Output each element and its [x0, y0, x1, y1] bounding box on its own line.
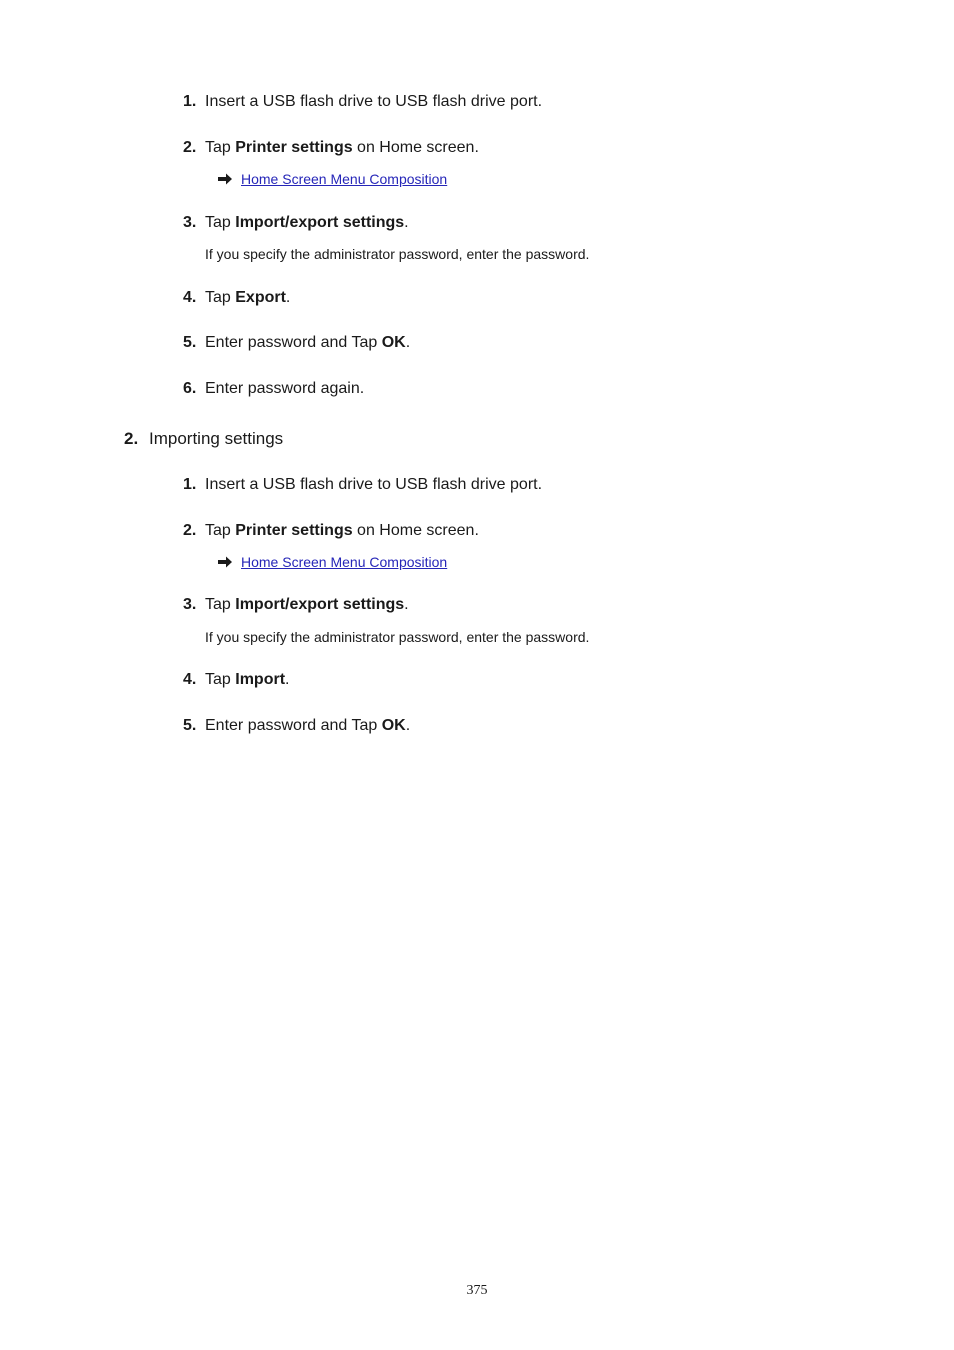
export-step-4	[183, 287, 290, 309]
step-bold-term: Printer settings	[235, 522, 353, 539]
step-number: 4.	[183, 671, 197, 688]
step-text: .	[285, 289, 291, 306]
step-text: .	[404, 596, 409, 613]
export-step-1	[183, 91, 542, 113]
step-text: Enter password again.	[205, 380, 365, 397]
export-password-note: If you specify the administrator password, enter the password.	[205, 246, 590, 262]
import-step-5	[183, 715, 410, 737]
export-home-screen-ref	[217, 170, 447, 188]
export-step-5	[183, 332, 410, 354]
import-step-4	[183, 669, 289, 691]
step-text: Tap	[205, 671, 236, 688]
step-text: Tap	[205, 522, 236, 539]
step-number: 5.	[183, 717, 197, 734]
step-number: 3.	[183, 214, 197, 231]
step-text: .	[285, 671, 290, 688]
step-text: .	[404, 214, 409, 231]
step-text: Tap	[205, 596, 236, 613]
step-text: Tap	[205, 139, 236, 156]
step-number: 6.	[183, 380, 197, 397]
step-bold-term: Export	[235, 289, 286, 306]
import-step-2	[183, 520, 479, 542]
step-number: 5.	[183, 334, 197, 351]
import-home-screen-ref	[217, 553, 447, 571]
export-step-3	[183, 212, 409, 234]
page-number: 375	[466, 1283, 488, 1298]
step-text: on Home screen.	[352, 522, 479, 539]
import-step-1	[183, 474, 542, 496]
step-text: Insert a USB flash drive to USB flash drive port.	[205, 476, 543, 493]
import-password-note: If you specify the administrator password, enter the password.	[205, 629, 590, 645]
step-number: 1.	[183, 476, 197, 493]
step-text: on Home screen.	[352, 139, 479, 156]
right-arrow-icon	[217, 556, 233, 568]
importing-settings-heading	[124, 428, 283, 450]
section-title: Importing settings	[149, 429, 284, 448]
export-step-6	[183, 378, 364, 400]
step-number: 2.	[183, 522, 197, 539]
step-text: .	[405, 334, 411, 351]
step-number: 2.	[183, 139, 197, 156]
step-text: Enter password and Tap	[205, 334, 382, 351]
step-number: 3.	[183, 596, 197, 613]
step-bold-term: OK	[381, 717, 406, 734]
export-step-2	[183, 137, 479, 159]
step-bold-term: OK	[381, 334, 406, 351]
step-bold-term: Import	[235, 671, 286, 688]
step-number: 4.	[183, 289, 197, 306]
step-text: Enter password and Tap	[205, 717, 382, 734]
home-screen-menu-composition-link[interactable]: Home Screen Menu Composition	[241, 554, 448, 570]
step-number: 1.	[183, 93, 197, 110]
step-bold-term: Import/export settings	[235, 596, 405, 613]
step-bold-term: Import/export settings	[235, 214, 405, 231]
import-step-3	[183, 594, 409, 616]
step-text: .	[405, 717, 411, 734]
section-number: 2.	[124, 429, 139, 448]
step-bold-term: Printer settings	[235, 139, 353, 156]
step-text: Tap	[205, 214, 236, 231]
right-arrow-icon	[217, 173, 233, 185]
home-screen-menu-composition-link[interactable]: Home Screen Menu Composition	[241, 171, 448, 187]
step-text: Insert a USB flash drive to USB flash drive port.	[205, 93, 543, 110]
step-text: Tap	[205, 289, 236, 306]
